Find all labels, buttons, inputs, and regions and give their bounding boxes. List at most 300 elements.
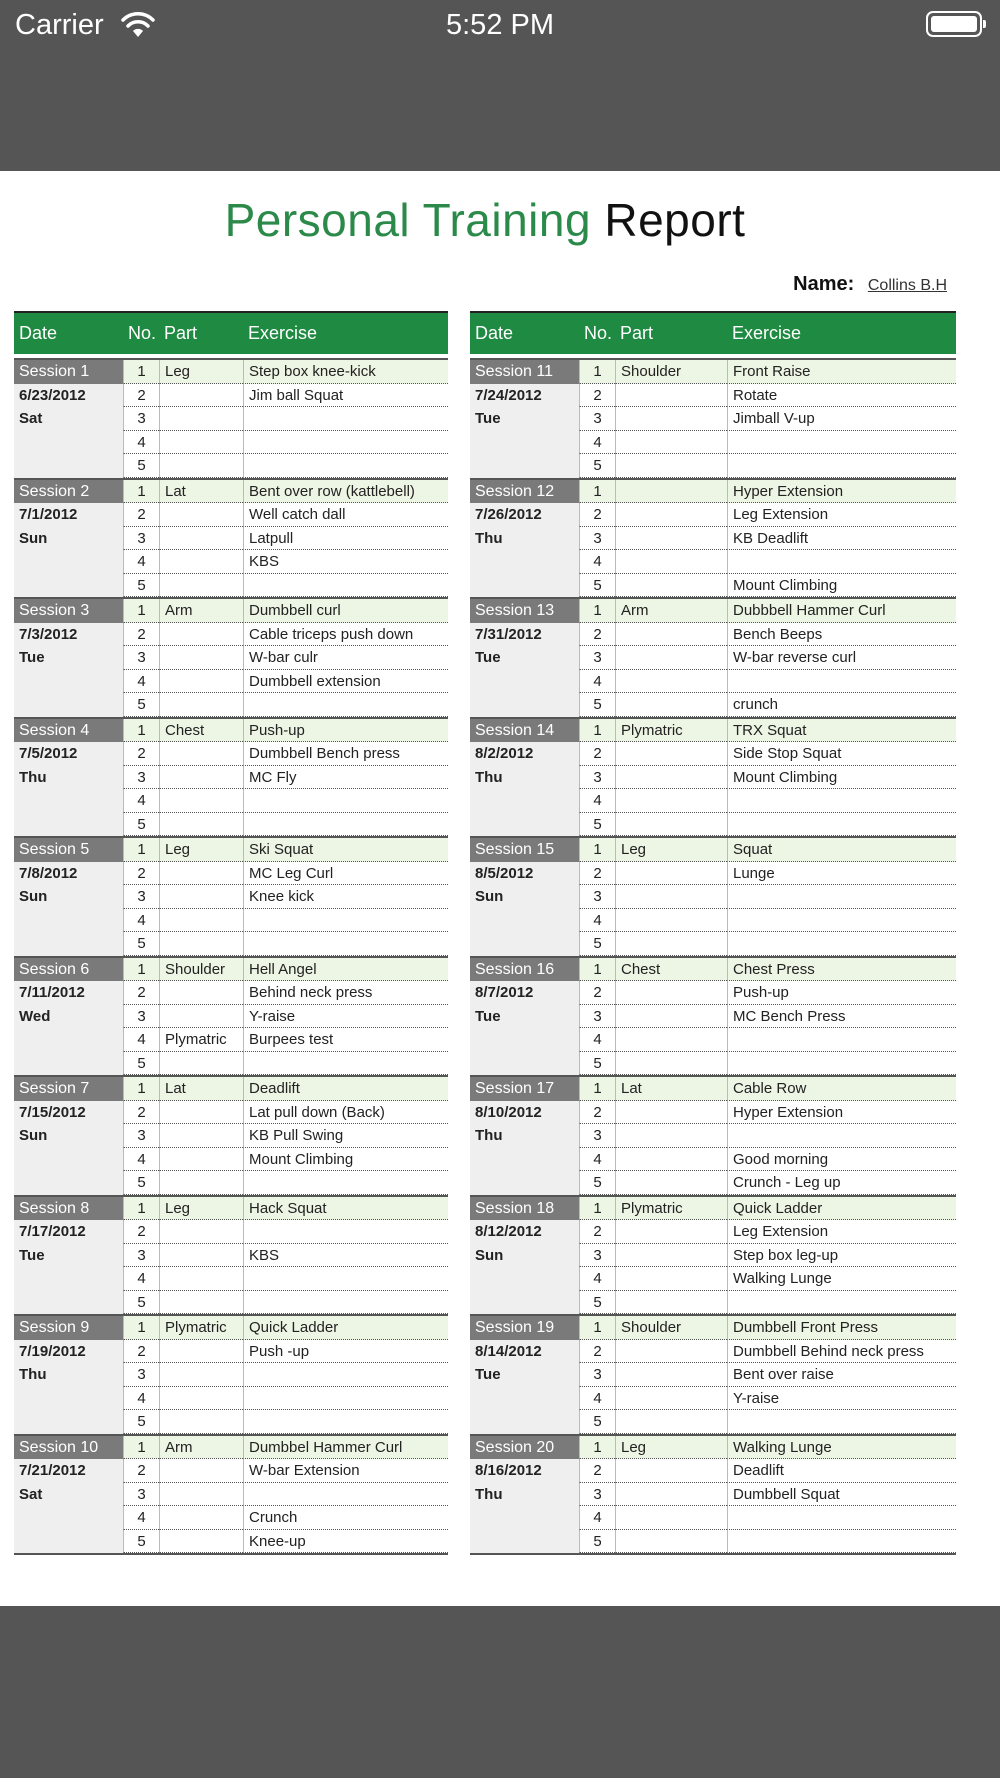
name-value: Collins B.H	[867, 277, 947, 294]
cell-part	[159, 1459, 243, 1483]
cell-no: 1	[579, 360, 615, 384]
session-date-cell	[14, 958, 123, 1076]
cell-no: 2	[123, 1459, 159, 1483]
header-part: Part	[164, 323, 198, 343]
cell-part	[615, 1506, 727, 1530]
session-date-cell	[470, 958, 579, 1076]
cell-part	[159, 981, 243, 1005]
cell-exercise	[243, 1052, 448, 1076]
cell-exercise: Rotate	[727, 384, 956, 408]
cell-part	[159, 862, 243, 886]
cell-no: 2	[579, 503, 615, 527]
session-day: Tue	[475, 1366, 501, 1383]
session-date: 8/7/2012	[475, 984, 534, 1001]
cell-part: Plymatric	[615, 1197, 727, 1221]
battery-icon	[926, 11, 982, 37]
cell-exercise: Crunch	[243, 1506, 448, 1530]
carrier-label: Carrier	[15, 9, 104, 41]
session-day: Tue	[19, 1246, 45, 1264]
cell-no: 2	[123, 1220, 159, 1244]
cell-exercise: KB Pull Swing	[243, 1124, 448, 1148]
session-label: Session 13	[470, 599, 579, 623]
cell-no: 5	[579, 813, 615, 837]
name-label: Name:	[793, 273, 855, 295]
session-date: 6/23/2012	[19, 386, 86, 404]
cell-no: 1	[123, 838, 159, 862]
session-label: Session 6	[14, 958, 123, 982]
bottom-area	[0, 1606, 1000, 1778]
cell-exercise: Mount Climbing	[727, 574, 956, 598]
cell-part: Leg	[615, 838, 727, 862]
cell-no: 4	[579, 1506, 615, 1530]
cell-no: 4	[123, 1387, 159, 1411]
session-block	[470, 836, 956, 956]
cell-part: Lat	[615, 1077, 727, 1101]
cell-exercise: Lat pull down (Back)	[243, 1101, 448, 1125]
cell-exercise: Bent over raise	[727, 1363, 956, 1387]
cell-no: 1	[123, 719, 159, 743]
cell-no: 3	[579, 1363, 615, 1387]
cell-part	[159, 431, 243, 455]
cell-part	[615, 1410, 727, 1434]
cell-part	[615, 527, 727, 551]
cell-no: 3	[579, 885, 615, 909]
cell-no: 4	[579, 909, 615, 933]
cell-exercise: Dumbbell Squat	[727, 1483, 956, 1507]
cell-exercise: Side Stop Squat	[727, 742, 956, 766]
cell-no: 3	[123, 885, 159, 909]
cell-no: 5	[123, 693, 159, 717]
session-block	[470, 1195, 956, 1315]
cell-part	[159, 670, 243, 694]
cell-exercise: Knee kick	[243, 885, 448, 909]
cell-exercise: MC Leg Curl	[243, 862, 448, 886]
cell-part	[615, 503, 727, 527]
cell-exercise	[243, 813, 448, 837]
session-label: Session 16	[470, 958, 579, 982]
cell-no: 4	[579, 550, 615, 574]
cell-no: 5	[123, 1052, 159, 1076]
cell-exercise: Bench Beeps	[727, 623, 956, 647]
session-date-cell	[470, 1436, 579, 1554]
cell-exercise	[243, 407, 448, 431]
cell-exercise	[243, 1363, 448, 1387]
cell-no: 3	[579, 1483, 615, 1507]
cell-no: 4	[123, 670, 159, 694]
cell-no: 1	[579, 1197, 615, 1221]
title-green: Personal Training	[224, 194, 592, 246]
cell-no: 1	[123, 1077, 159, 1101]
session-label: Session 18	[470, 1197, 579, 1221]
cell-exercise	[243, 1171, 448, 1195]
session-date-cell	[470, 1316, 579, 1434]
cell-part: Arm	[615, 599, 727, 623]
session-day: Thu	[19, 1366, 47, 1383]
session-date: 7/26/2012	[475, 506, 542, 523]
name-row	[793, 273, 947, 296]
session-day: Wed	[19, 1007, 51, 1025]
cell-no: 1	[579, 1077, 615, 1101]
cell-exercise	[243, 909, 448, 933]
cell-exercise	[727, 1291, 956, 1315]
cell-exercise	[243, 1483, 448, 1507]
cell-part	[159, 1220, 243, 1244]
cell-no: 3	[579, 766, 615, 790]
cell-exercise	[243, 1267, 448, 1291]
cell-no: 4	[579, 789, 615, 813]
cell-no: 3	[123, 1005, 159, 1029]
cell-no: 4	[579, 431, 615, 455]
cell-exercise: TRX Squat	[727, 719, 956, 743]
cell-no: 2	[579, 1340, 615, 1364]
cell-part: Leg	[159, 838, 243, 862]
table-header	[14, 311, 448, 354]
header-date: Date	[475, 323, 514, 343]
cell-part: Plymatric	[615, 719, 727, 743]
cell-no: 2	[579, 862, 615, 886]
cell-no: 5	[123, 1291, 159, 1315]
report-title	[0, 193, 970, 247]
session-day: Thu	[19, 768, 47, 786]
header-no: No.	[128, 323, 157, 343]
session-block	[14, 1434, 448, 1556]
cell-part: Plymatric	[159, 1028, 243, 1052]
session-label: Session 14	[470, 719, 579, 743]
header-exercise: Exercise	[248, 323, 318, 343]
cell-no: 3	[579, 1124, 615, 1148]
cell-part	[615, 1052, 727, 1076]
session-label: Session 19	[470, 1316, 579, 1340]
cell-exercise: Burpees test	[243, 1028, 448, 1052]
cell-part	[615, 1387, 727, 1411]
session-block	[14, 717, 448, 837]
cell-exercise: KBS	[243, 550, 448, 574]
cell-part: Lat	[159, 1077, 243, 1101]
cell-no: 5	[123, 1410, 159, 1434]
cell-no: 4	[123, 1506, 159, 1530]
cell-no: 3	[579, 1005, 615, 1029]
session-date-cell	[14, 360, 123, 478]
cell-no: 5	[123, 1530, 159, 1554]
cell-exercise	[727, 431, 956, 455]
session-date: 7/8/2012	[19, 864, 78, 882]
cell-no: 2	[579, 1459, 615, 1483]
cell-no: 4	[123, 550, 159, 574]
session-date-cell	[470, 838, 579, 956]
cell-part	[159, 693, 243, 717]
cell-exercise: Leg Extension	[727, 1220, 956, 1244]
cell-no: 2	[579, 384, 615, 408]
cell-exercise: Deadlift	[243, 1077, 448, 1101]
session-block	[470, 956, 956, 1076]
session-date: 7/1/2012	[19, 506, 78, 523]
cell-no: 5	[123, 813, 159, 837]
cell-exercise: Leg Extension	[727, 503, 956, 527]
cell-exercise: Mount Climbing	[727, 766, 956, 790]
report-document	[0, 171, 1000, 1606]
session-label: Session 2	[14, 480, 123, 504]
cell-exercise: Hack Squat	[243, 1197, 448, 1221]
cell-exercise	[727, 1506, 956, 1530]
cell-part	[159, 1124, 243, 1148]
cell-exercise: Step box leg-up	[727, 1244, 956, 1268]
session-label: Session 17	[470, 1077, 579, 1101]
session-date: 7/3/2012	[19, 625, 78, 643]
cell-no: 3	[579, 407, 615, 431]
session-block	[14, 1195, 448, 1315]
cell-exercise: Y-raise	[243, 1005, 448, 1029]
cell-part	[159, 1506, 243, 1530]
cell-part	[159, 454, 243, 478]
cell-no: 4	[123, 789, 159, 813]
cell-no: 3	[579, 527, 615, 551]
session-date: 7/15/2012	[19, 1103, 86, 1121]
session-date: 8/12/2012	[475, 1223, 542, 1240]
cell-no: 1	[123, 1197, 159, 1221]
cell-no: 3	[123, 766, 159, 790]
cell-part	[159, 384, 243, 408]
cell-exercise: Dumbbell Bench press	[243, 742, 448, 766]
cell-exercise: Lunge	[727, 862, 956, 886]
session-block	[14, 956, 448, 1076]
cell-part: Shoulder	[615, 1316, 727, 1340]
cell-no: 4	[579, 670, 615, 694]
session-date: 8/16/2012	[475, 1462, 542, 1479]
cell-exercise: Step box knee-kick	[243, 360, 448, 384]
session-label: Session 12	[470, 480, 579, 504]
cell-part	[159, 766, 243, 790]
session-label: Session 1	[14, 360, 123, 384]
cell-no: 3	[579, 1244, 615, 1268]
header-exercise: Exercise	[732, 323, 802, 343]
cell-part	[159, 646, 243, 670]
cell-part: Leg	[159, 1197, 243, 1221]
cell-no: 4	[579, 1028, 615, 1052]
cell-exercise	[243, 431, 448, 455]
cell-part: Arm	[159, 599, 243, 623]
cell-no: 3	[123, 1483, 159, 1507]
cell-no: 2	[123, 1340, 159, 1364]
session-date-cell	[14, 1077, 123, 1195]
session-date: 7/31/2012	[475, 625, 542, 643]
session-day: Tue	[475, 649, 501, 666]
session-day: Sat	[19, 1485, 43, 1503]
cell-part: Chest	[159, 719, 243, 743]
cell-exercise	[727, 789, 956, 813]
session-date-cell	[14, 1197, 123, 1315]
session-date: 8/2/2012	[475, 745, 534, 762]
cell-no: 5	[123, 932, 159, 956]
session-date-cell	[14, 480, 123, 598]
cell-part	[615, 480, 727, 504]
cell-part	[615, 1363, 727, 1387]
cell-part	[615, 981, 727, 1005]
cell-exercise: Hyper Extension	[727, 480, 956, 504]
session-block	[470, 358, 956, 478]
session-label: Session 7	[14, 1077, 123, 1101]
cell-part	[159, 1244, 243, 1268]
cell-exercise: crunch	[727, 693, 956, 717]
cell-part	[159, 527, 243, 551]
cell-no: 4	[123, 1148, 159, 1172]
session-day: Thu	[475, 529, 503, 547]
left-table	[14, 311, 448, 1555]
cell-exercise: Y-raise	[727, 1387, 956, 1411]
cell-no: 3	[123, 407, 159, 431]
cell-exercise: Deadlift	[727, 1459, 956, 1483]
cell-no: 5	[579, 574, 615, 598]
cell-no: 1	[579, 719, 615, 743]
cell-no: 3	[123, 527, 159, 551]
cell-no: 3	[579, 646, 615, 670]
session-date: 8/10/2012	[475, 1103, 542, 1121]
session-block	[470, 1314, 956, 1434]
cell-no: 2	[123, 623, 159, 647]
cell-part	[615, 862, 727, 886]
cell-exercise	[243, 1387, 448, 1411]
cell-part	[159, 932, 243, 956]
cell-exercise	[727, 813, 956, 837]
cell-part	[159, 885, 243, 909]
cell-part	[615, 1028, 727, 1052]
cell-part	[615, 789, 727, 813]
session-date-cell	[470, 480, 579, 598]
cell-part	[615, 813, 727, 837]
cell-no: 2	[123, 1101, 159, 1125]
cell-part: Leg	[159, 360, 243, 384]
clock: 5:52 PM	[446, 9, 554, 41]
session-day: Tue	[475, 1007, 501, 1025]
cell-no: 1	[579, 958, 615, 982]
cell-exercise: Crunch - Leg up	[727, 1171, 956, 1195]
cell-exercise: Walking Lunge	[727, 1267, 956, 1291]
cell-no: 2	[123, 862, 159, 886]
cell-no: 3	[123, 646, 159, 670]
cell-no: 5	[579, 1291, 615, 1315]
cell-no: 5	[579, 1171, 615, 1195]
cell-no: 4	[123, 1028, 159, 1052]
cell-part	[615, 407, 727, 431]
cell-part	[615, 1340, 727, 1364]
cell-exercise: Hell Angel	[243, 958, 448, 982]
cell-no: 1	[123, 599, 159, 623]
cell-no: 2	[579, 981, 615, 1005]
cell-exercise	[243, 1291, 448, 1315]
cell-no: 4	[579, 1148, 615, 1172]
session-date-cell	[470, 719, 579, 837]
cell-part: Leg	[615, 1436, 727, 1460]
cell-part	[615, 1171, 727, 1195]
cell-part: Chest	[615, 958, 727, 982]
cell-part	[159, 1340, 243, 1364]
cell-exercise	[727, 670, 956, 694]
cell-no: 5	[123, 454, 159, 478]
session-day: Tue	[19, 649, 45, 666]
cell-part: Plymatric	[159, 1316, 243, 1340]
cell-no: 1	[123, 360, 159, 384]
left-table-body	[14, 358, 448, 1555]
cell-no: 1	[123, 480, 159, 504]
cell-exercise: Push -up	[243, 1340, 448, 1364]
session-label: Session 20	[470, 1436, 579, 1460]
cell-exercise: Jim ball Squat	[243, 384, 448, 408]
session-date: 7/5/2012	[19, 745, 78, 762]
cell-exercise: Mount Climbing	[243, 1148, 448, 1172]
session-day: Sun	[19, 888, 48, 905]
cell-part	[615, 1101, 727, 1125]
cell-no: 1	[579, 480, 615, 504]
session-block	[14, 597, 448, 717]
session-block	[470, 478, 956, 598]
cell-part	[159, 1101, 243, 1125]
cell-no: 2	[123, 981, 159, 1005]
session-day: Sun	[19, 529, 48, 547]
cell-exercise: Squat	[727, 838, 956, 862]
cell-part: Shoulder	[159, 958, 243, 982]
session-date-cell	[14, 599, 123, 717]
cell-exercise: Front Raise	[727, 360, 956, 384]
cell-part	[159, 742, 243, 766]
cell-no: 1	[123, 1436, 159, 1460]
cell-no: 1	[579, 1436, 615, 1460]
cell-part	[159, 623, 243, 647]
session-date-cell	[14, 1316, 123, 1434]
session-day: Sat	[19, 410, 43, 427]
cell-exercise: Ski Squat	[243, 838, 448, 862]
cell-part	[615, 1220, 727, 1244]
cell-part: Lat	[159, 480, 243, 504]
cell-part	[615, 1530, 727, 1554]
cell-part	[615, 766, 727, 790]
cell-no: 2	[579, 742, 615, 766]
cell-part	[159, 1291, 243, 1315]
cell-part	[159, 1005, 243, 1029]
cell-no: 5	[579, 693, 615, 717]
cell-part	[159, 789, 243, 813]
session-day: Sun	[475, 1246, 504, 1264]
cell-exercise: Dumbbell extension	[243, 670, 448, 694]
cell-exercise: Knee-up	[243, 1530, 448, 1554]
cell-part	[159, 1483, 243, 1507]
cell-no: 2	[123, 384, 159, 408]
session-date-cell	[14, 838, 123, 956]
cell-exercise	[727, 932, 956, 956]
cell-part	[615, 742, 727, 766]
cell-part	[615, 1124, 727, 1148]
session-date-cell	[470, 599, 579, 717]
session-date-cell	[14, 1436, 123, 1554]
cell-part	[615, 909, 727, 933]
right-table-body	[470, 358, 956, 1555]
cell-part	[615, 431, 727, 455]
session-date: 7/19/2012	[19, 1342, 86, 1360]
cell-exercise: Push-up	[727, 981, 956, 1005]
cell-no: 3	[123, 1124, 159, 1148]
session-date: 7/17/2012	[19, 1223, 86, 1240]
cell-exercise	[243, 789, 448, 813]
cell-part	[615, 932, 727, 956]
session-block	[14, 836, 448, 956]
session-label: Session 10	[14, 1436, 123, 1460]
cell-exercise: Cable triceps push down	[243, 623, 448, 647]
cell-part	[615, 885, 727, 909]
session-label: Session 5	[14, 838, 123, 862]
cell-exercise	[727, 1124, 956, 1148]
cell-part	[615, 1267, 727, 1291]
cell-part	[615, 550, 727, 574]
cell-part	[159, 813, 243, 837]
cell-part	[615, 384, 727, 408]
